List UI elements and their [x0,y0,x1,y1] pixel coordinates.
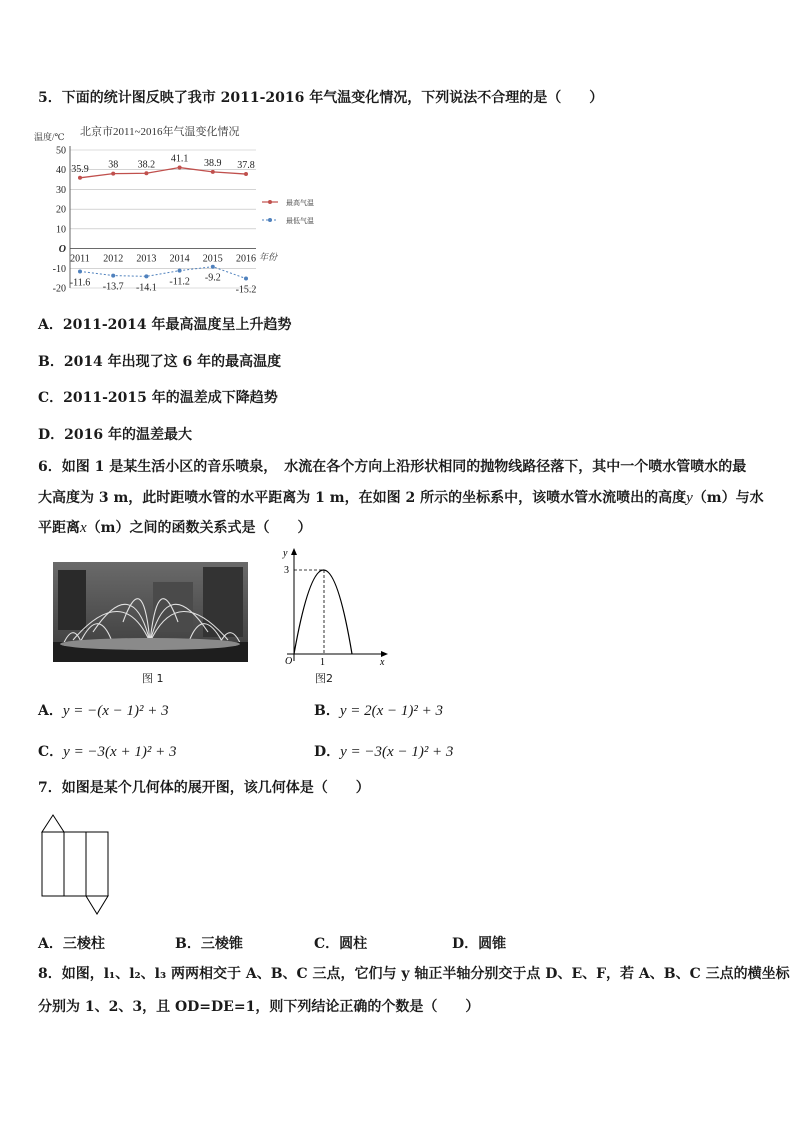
data-label-min: -11.6 [69,277,91,289]
q6-stem-line2: 大高度为 3 m，此时距喷水管的水平距离为 1 m，在如图 2 所示的坐标系中，该喷水管水流喷出的高度y（m）与水 [38,490,764,506]
x-tick-label: 2015 [202,253,223,265]
point-min [78,269,82,273]
data-label-max: 38 [108,159,119,171]
q6-option-a[interactable]: A．y = −(x − 1)² + 3 [38,703,169,719]
chart-series [70,154,257,296]
q5-option-d[interactable]: D．2016 年的温差最大 [38,427,192,443]
q8-stem-line1: 8．如图，l₁、l₂、l₃ 两两相交于 A、B、C 三点，它们与 y 轴正半轴分别交于点 D、E、F，若 A、B、C 三点的横坐标 [38,966,790,982]
fig2-peak-value: 3 [284,565,289,576]
q5-option-a[interactable]: A．2011-2014 年最高温度呈上升趋势 [38,317,292,333]
q5-stem: 5．下面的统计图反映了我市 2011-2016 年气温变化情况，下列说法不合理的是（ ） [38,90,604,106]
x-tick-label: 2014 [169,253,190,265]
fig2-parabola [294,570,352,654]
q7-stem: 7．如图是某个几何体的展开图，该几何体是（ ） [38,780,370,796]
data-label-min: -15.2 [235,284,257,296]
fig2-caption: 图2 [315,672,333,685]
point-max [178,166,182,170]
data-label-max: 35.9 [71,163,89,175]
net-face-2 [64,832,86,896]
chart-y-ticks [53,146,66,295]
x-tick-label: 2016 [236,253,256,265]
data-label-min: -13.7 [102,281,124,293]
data-label-min: -9.2 [204,272,221,284]
point-min [144,274,148,278]
net-bottom-triangle [86,896,108,914]
y-tick-label: 30 [56,184,66,196]
data-label-max: 38.9 [204,157,222,169]
fig1-caption: 图 1 [142,672,164,685]
y-tick-label: -10 [52,263,66,275]
y-tick-label: -20 [52,283,66,295]
net-face-1 [42,832,64,896]
parabola-figure [272,546,392,671]
x-tick-label: 2012 [103,253,124,265]
q7-option-d[interactable]: D．圆锥 [452,936,507,952]
chart-title: 北京市2011~2016年气温变化情况 [80,126,240,138]
y-tick-label: 10 [56,224,66,236]
fig2-y-label: y [283,548,288,559]
net-face-3 [86,832,108,896]
point-max [78,176,82,180]
y-tick-label: 20 [56,204,66,216]
chart-xlabel: 年份 [259,252,278,262]
point-min [244,277,248,281]
q6-option-b[interactable]: B．y = 2(x − 1)² + 3 [314,703,444,719]
fig2-y-arrow [291,548,297,555]
q6-stem-line3: 平距离x（m）之间的函数关系式是（ ） [38,520,312,536]
legend-min-label: 最低气温 [286,217,314,225]
series-line-max [80,168,246,178]
temperature-chart [34,118,334,298]
legend-max-marker [268,200,272,204]
point-min [178,269,182,273]
fig2-x-tick: 1 [320,657,325,668]
x-tick-label: 2011 [70,253,90,265]
point-max [211,170,215,174]
legend-min-marker [268,218,272,222]
q6-option-d[interactable]: D．y = −3(x − 1)² + 3 [314,744,454,760]
y-tick-label: 40 [56,165,66,177]
chart-x-ticks [70,254,256,265]
q7-option-c[interactable]: C．圆柱 [314,936,368,952]
fig2-origin: O [285,656,293,667]
point-max [244,172,248,176]
data-label-max: 41.1 [170,153,189,165]
prism-net-figure [38,812,113,918]
data-label-max: 38.2 [137,159,156,171]
chart-ylabel: 温度/℃ [34,132,65,142]
y-tick-label: O [58,244,66,256]
data-label-min: -11.2 [169,276,190,288]
y-tick-label: 50 [56,145,66,157]
q7-option-a[interactable]: A．三棱柱 [38,936,105,952]
data-label-min: -14.1 [135,282,157,294]
x-tick-label: 2013 [136,253,157,265]
point-min [211,265,215,269]
point-max [144,171,148,175]
net-top-triangle [42,815,64,832]
point-min [111,274,115,278]
data-label-max: 37.8 [237,160,255,172]
q7-option-b[interactable]: B．三棱锥 [175,936,243,952]
point-max [111,172,115,176]
q6-option-c[interactable]: C．y = −3(x + 1)² + 3 [38,744,177,760]
fig2-x-label: x [380,657,385,668]
q5-option-b[interactable]: B．2014 年出现了这 6 年的最高温度 [38,354,282,370]
q6-stem-line1: 6．如图 1 是某生活小区的音乐喷泉， 水流在各个方向上沿形状相同的抛物线路径落下，其中一个喷水管喷水的最 [38,459,747,475]
legend-max-label: 最高气温 [286,199,314,207]
q8-stem-line2: 分别为 1、2、3，且 OD=DE=1，则下列结论正确的个数是（ ） [38,999,480,1015]
q5-option-c[interactable]: C．2011-2015 年的温差成下降趋势 [38,390,278,406]
chart-gridlines [70,146,256,288]
fountain-photo [53,562,248,662]
